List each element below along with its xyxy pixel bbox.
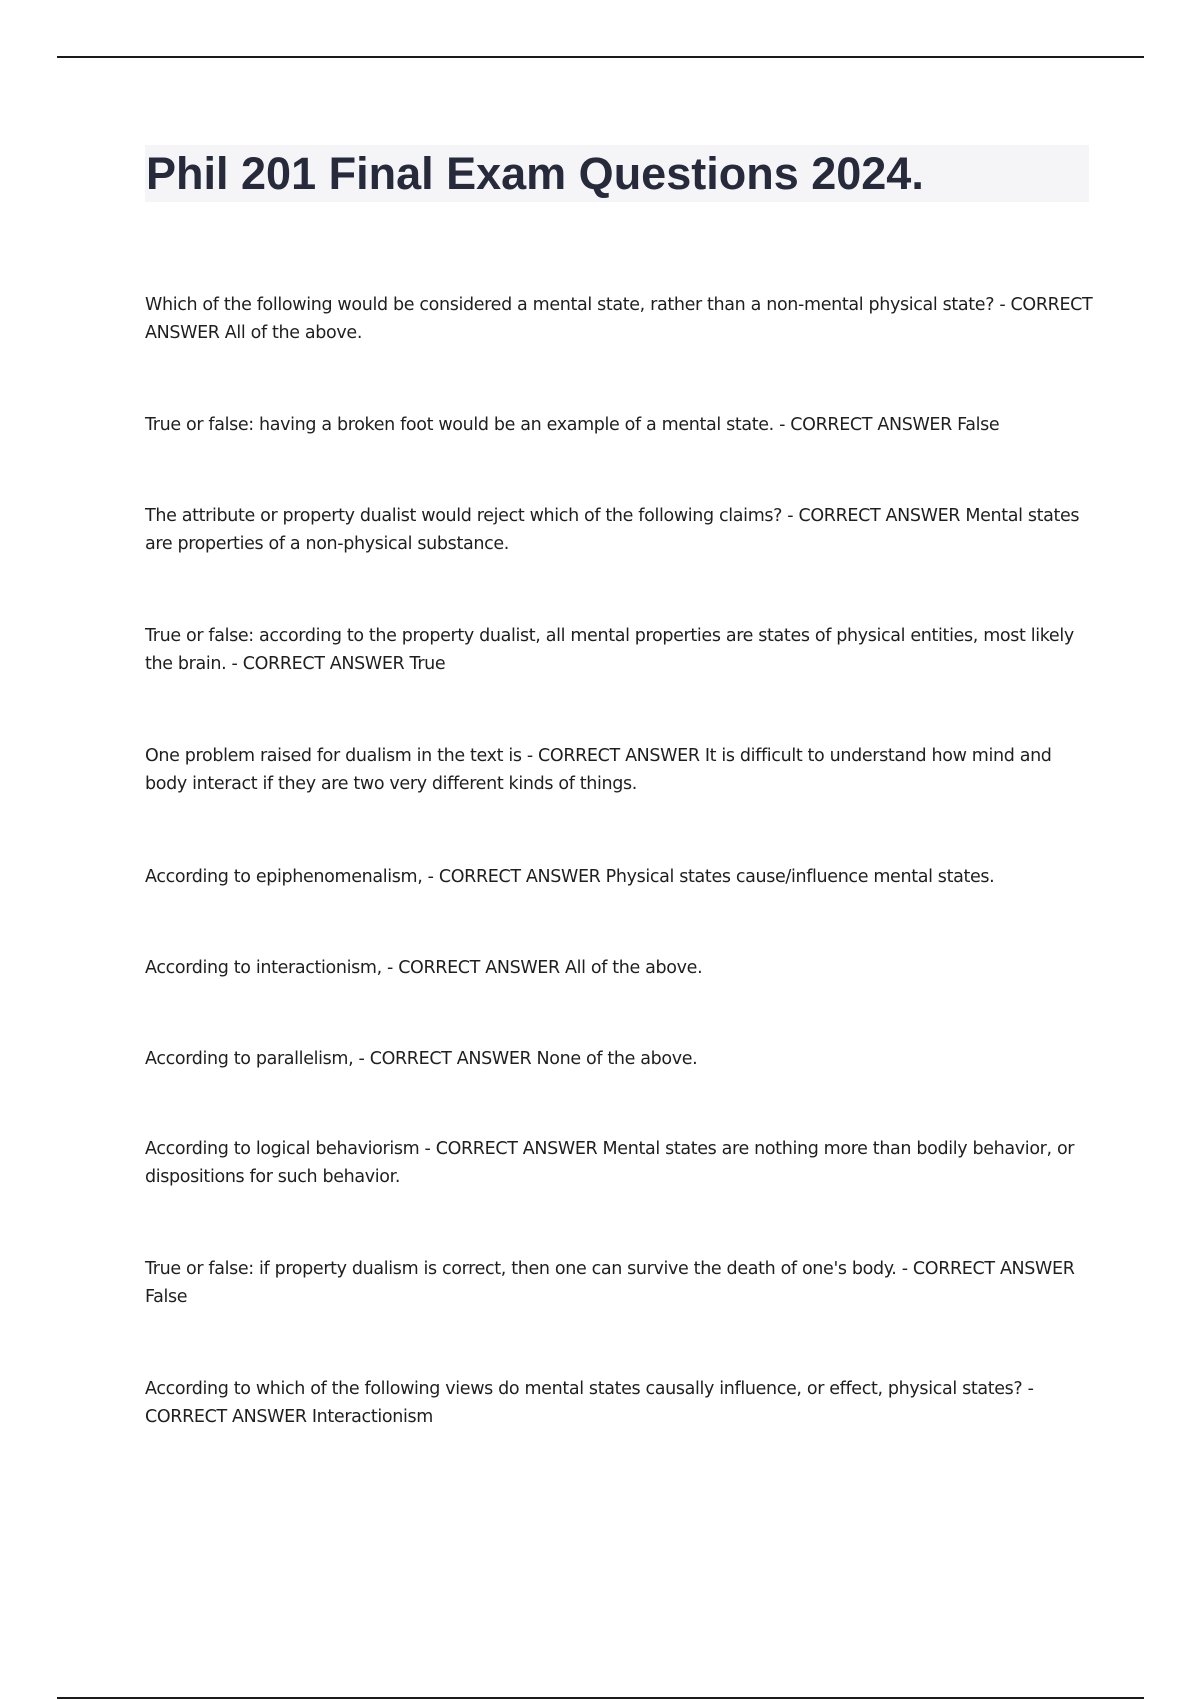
question-item: According to epiphenomenalism, - CORRECT ANSWER Physical states cause/influence mental states. <box>145 867 995 887</box>
question-item: True or false: having a broken foot would be an example of a mental state. - CORRECT ANSWER False <box>145 415 1000 435</box>
question-item: According to parallelism, - CORRECT ANSWER None of the above. <box>145 1049 698 1069</box>
question-item: One problem raised for dualism in the text is - CORRECT ANSWER It is difficult to understand how mind and body interact if they are two very different kinds of things. <box>145 746 1052 794</box>
question-item: True or false: if property dualism is correct, then one can survive the death of one's body. - CORRECT ANSWER False <box>145 1259 1075 1307</box>
question-item: True or false: according to the property dualist, all mental properties are states of physical entities, most likely the brain. - CORRECT ANSWER True <box>145 626 1074 674</box>
question-item: According to which of the following views do mental states causally influence, or effect, physical states? - CORRECT ANSWER Interactionism <box>145 1379 1034 1427</box>
question-item: According to logical behaviorism - CORRECT ANSWER Mental states are nothing more than bodily behavior, or dispositions for such behavior. <box>145 1139 1075 1187</box>
question-item: According to interactionism, - CORRECT ANSWER All of the above. <box>145 958 703 978</box>
document-title: Phil 201 Final Exam Questions 2024. <box>146 148 924 199</box>
bottom-rule <box>57 1697 1144 1699</box>
question-item: The attribute or property dualist would reject which of the following claims? - CORRECT ANSWER Mental states are properties of a non-physical substance. <box>145 506 1080 554</box>
top-rule <box>57 56 1144 58</box>
question-item: Which of the following would be considered a mental state, rather than a non-mental physical state? - CORRECT ANSWER All of the above. <box>145 295 1093 343</box>
